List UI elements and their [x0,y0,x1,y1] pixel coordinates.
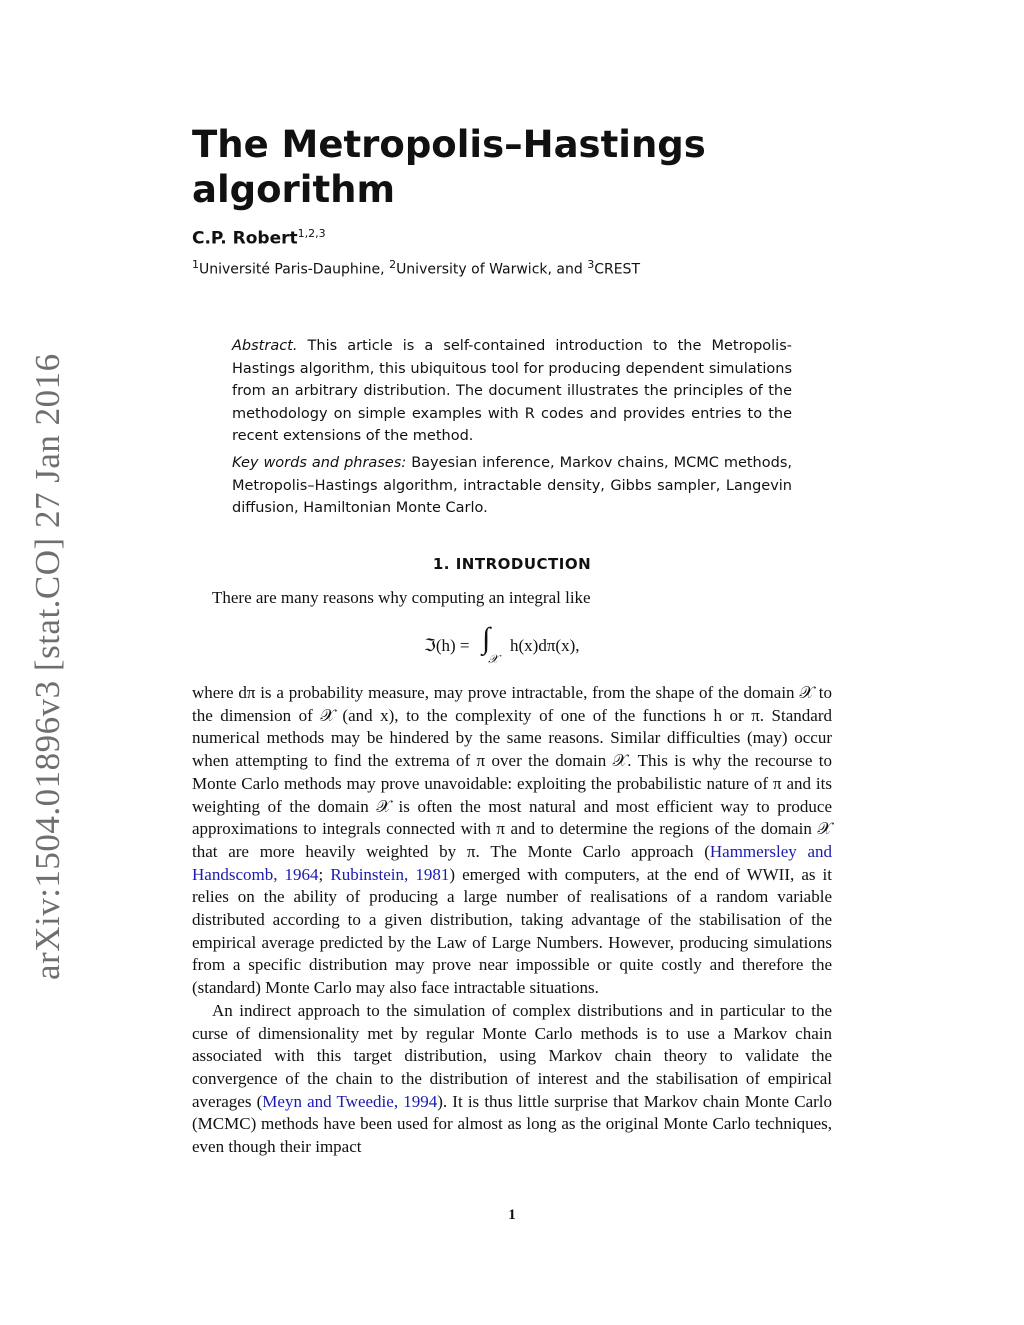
arxiv-identifier: arXiv:1504.01896v3 [stat.CO] 27 Jan 2016 [28,353,67,980]
affiliation-1: Université Paris-Dauphine, [199,261,390,278]
paragraph-2 [192,1000,832,1159]
paper-title: The Metropolis–Hastings algorithm [192,123,706,211]
affiliation-2: University of Warwick, and [396,261,588,278]
affiliations [192,258,640,278]
affiliation-mark-1: 1 [192,258,199,271]
keywords-label: Key words and phrases: [232,454,407,471]
abstract-label: Abstract. [232,338,298,354]
citation-hammersley-handscomb[interactable]: Hammersley and Handscomb, 1964 [192,841,833,884]
keywords-paragraph [232,452,792,520]
body-text [192,682,832,1159]
integral-equation [192,622,832,672]
author-affiliation-marks: 1,2,3 [297,227,326,240]
citation-meyn-tweedie[interactable]: Meyn and Tweedie, 1994 [262,1091,438,1111]
paragraph-1-part-a: where dπ is a probability measure, may prove intractable, from the shape of the domain 𝒳 to the dimension of 𝒳 (and x), to the complexity of one of the functions h or π. Standard numerical methods may be hindered by the same reasons. Similar difficulties (may) occur when attempting to find the extrema of π over the domain 𝒳. This is why the recourse to Monte Carlo methods may prove unavoidable: exploiting the probabilistic nature of π and its weighting of the domain 𝒳 is often the most natural and most efficient way to produce approximations to integrals connected with π and to determine the regions of the domain 𝒳 that are more heavily weighted by π. The Monte Carlo approach ( [192,683,832,861]
citation-rubinstein[interactable]: Rubinstein, 1981 [330,864,450,884]
paragraph-1 [192,682,832,1000]
equation-lhs: ℑ(h) = [424,636,470,655]
abstract-text: This article is a self-contained introduction to the Metropolis-Hastings algorithm, this ubiquitous tool for producing dependent simulations from an arbitrary distribution. The document illustrates the principles of the methodology on simple examples with R codes and provides entries to the recent extensions of the method. [232,338,793,445]
author-line [192,227,326,249]
citation-separator: ; [318,864,331,884]
keywords-text: Bayesian inference, Markov chains, MCMC methods, Metropolis–Hastings algorithm, intractable density, Gibbs sampler, Langevin diffusion, Hamiltonian Monte Carlo. [232,454,792,517]
paragraph-1-part-b: ) emerged with computers, at the end of WWII, as it relies on the ability of producing a large number of realisations of a random variable distributed according to a given distribution, taking advantage of the stabilisation of the empirical average predicted by the Law of Large Numbers. However, producing simulations from a specific distribution may prove near impossible or quite costly and therefore the (standard) Monte Carlo may also face intractable situations. [192,864,832,998]
abstract-paragraph [232,335,792,448]
affiliation-mark-3: 3 [587,258,595,271]
affiliation-mark-2: 2 [389,258,397,271]
equation-rhs: h(x)dπ(x), [510,636,580,655]
integral-domain: 𝒳 [488,652,499,666]
abstract-block [232,335,792,520]
integral-symbol: ∫ [482,622,491,655]
section-heading-introduction: 1. INTRODUCTION [432,555,592,573]
affiliation-3: CREST [594,261,640,278]
author-name: C.P. Robert [192,228,298,249]
page-number: 1 [508,1207,516,1223]
paragraph-2-part-b: ). It is thus little surprise that Markov chain Monte Carlo (MCMC) methods have been used for almost as long as the original Monte Carlo techniques, even though their impact [192,1091,833,1157]
intro-sentence: There are many reasons why computing an integral like [212,588,591,607]
paragraph-2-part-a: An indirect approach to the simulation of complex distributions and in particular to the curse of dimensionality met by regular Monte Carlo methods is to use a Markov chain associated with this target distribution, using Markov chain theory to validate the convergence of the chain to the distribution of interest and the stabilisation of empirical averages ( [192,1000,832,1111]
